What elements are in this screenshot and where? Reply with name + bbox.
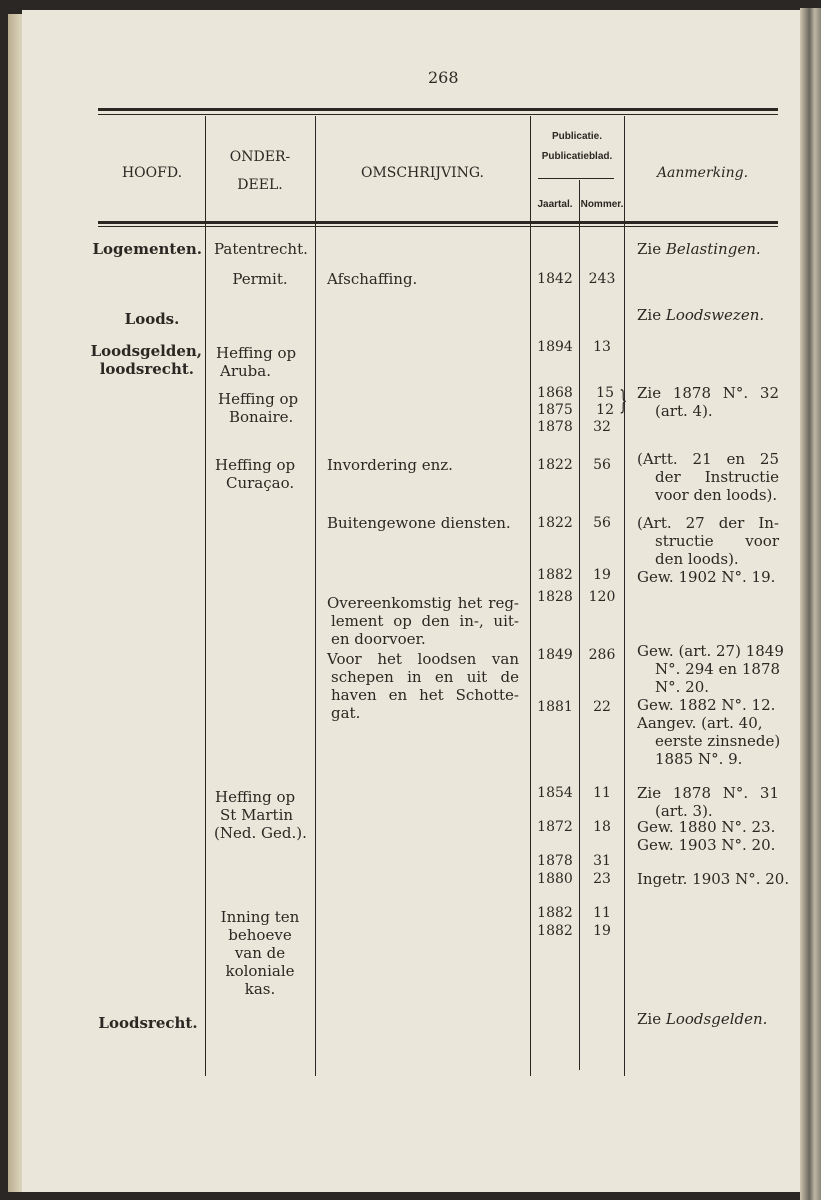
aanmerking-line: (art. 4). [655, 402, 713, 420]
jaartal: 1878 [537, 853, 573, 869]
header-bottom-rule [98, 221, 778, 224]
onderdeel-bonaire-1: Heffing op [218, 390, 299, 408]
omschrijving-afschaffing: Afschaffing. [327, 270, 418, 288]
hoofd-logementen: Logementen. [92, 240, 202, 258]
zie-label: Zie [637, 240, 662, 258]
nommer: 56 [593, 515, 611, 531]
header-nommer: Nommer. [580, 199, 624, 210]
onderdeel-bonaire-2: Bonaire. [229, 408, 294, 426]
cross-reference: Loodsgelden. [665, 1010, 768, 1028]
header-publicatie: Publicatie. [551, 131, 602, 142]
aanmerking-line: Aangev. (art. 40, [637, 714, 763, 732]
onderdeel-inning-4: koloniale [225, 962, 295, 980]
aanmerking-line: Zie 1878 N°. 31 [637, 784, 779, 802]
header-omschrijving: OMSCHRIJVING. [360, 165, 485, 181]
hoofd-loodsgelden-1: Loodsgelden, [90, 342, 202, 360]
aanmerking-line: N°. 294 en 1878 [655, 660, 781, 678]
aanmerking-line: (Art. 27 der In- [637, 514, 779, 532]
nommer: 18 [593, 819, 611, 835]
nommer: 120 [588, 589, 616, 605]
omschrijving-invordering: Invordering enz. [327, 456, 453, 474]
jaartal: 1828 [537, 589, 573, 605]
onderdeel-aruba-1: Heffing op [216, 344, 297, 362]
header-onderdeel-1: ONDER- [229, 149, 291, 165]
hoofd-loodsgelden-2: loodsrecht. [99, 360, 194, 378]
jaartal: 1894 [537, 339, 573, 355]
jaartal: 1881 [537, 699, 573, 715]
onderdeel-stmartin-1: Heffing op [215, 788, 296, 806]
nommer: 19 [593, 567, 611, 583]
onderdeel-permit: Permit. [232, 270, 288, 288]
aanmerking-line: 1885 N°. 9. [655, 750, 743, 768]
jaartal: 1880 [537, 871, 573, 887]
aanmerking-line: Gew. 1880 N°. 23. [637, 818, 776, 836]
aanmerking-line: Gew. 1902 N°. 19. [637, 568, 776, 586]
aanmerking-line: den loods). [655, 550, 739, 568]
col-divider-2 [315, 116, 316, 1076]
jaartal: 1878 [537, 419, 573, 435]
header-publicatieblad: Publicatieblad. [541, 151, 613, 162]
aanmerking-line: Ingetr. 1903 N°. 20. [637, 870, 790, 888]
jaartal: 1868 [537, 385, 573, 401]
nommer: 13 [593, 339, 611, 355]
omschrijving-overeen-1: Overeenkomstig het reg- [327, 594, 519, 612]
nommer: 31 [593, 853, 611, 869]
jaartal: 1882 [537, 905, 573, 921]
onderdeel-inning-3: van de [234, 944, 286, 962]
aanmerking-loodswezen [637, 306, 764, 324]
aanmerking-belastingen [637, 240, 761, 258]
jaartal: 1882 [537, 567, 573, 583]
jaartal: 1822 [537, 457, 573, 473]
aanmerking-line: (Artt. 21 en 25 [637, 450, 779, 468]
nommer: 11 [593, 785, 611, 801]
nommer: 11 [593, 905, 611, 921]
nommer: 22 [593, 699, 611, 715]
top-rule-thin [98, 114, 778, 115]
jaartal: 1842 [537, 271, 573, 287]
aanmerking-line: Gew. 1903 N°. 20. [637, 836, 776, 854]
aanmerking-line: (art. 3). [655, 802, 713, 820]
aanmerking-line: voor den loods). [655, 486, 778, 504]
jaartal: 1875 [537, 402, 573, 418]
aanmerking-loodsgelden [637, 1010, 767, 1028]
nommer: 32 [593, 419, 611, 435]
top-rule [98, 108, 778, 111]
omschrijving-voor-3: haven en het Schotte- [331, 686, 519, 704]
aanmerking-line: Zie 1878 N°. 32 [637, 384, 779, 402]
cross-reference: Belastingen. [665, 240, 761, 258]
jaartal: 1872 [537, 819, 573, 835]
nommer: 243 [588, 271, 616, 287]
onderdeel-inning-1: Inning ten [220, 908, 300, 926]
omschrijving-voor-4: gat. [331, 704, 361, 722]
onderdeel-curacao-2: Curaçao. [226, 474, 295, 492]
publicatie-divider [538, 178, 614, 179]
header-jaartal: Jaartal. [537, 199, 573, 210]
jaartal: 1849 [537, 647, 573, 663]
brace-mark: } [619, 386, 628, 416]
onderdeel-stmartin-3: (Ned. Ged.). [214, 824, 307, 842]
zie-label: Zie [637, 1010, 662, 1028]
onderdeel-inning-5: kas. [244, 980, 276, 998]
hoofd-loodsrecht: Loodsrecht. [98, 1014, 198, 1032]
omschrijving-buitengewone: Buitengewone diensten. [327, 514, 511, 532]
jaartal: 1822 [537, 515, 573, 531]
nommer: 23 [593, 871, 611, 887]
aanmerking-line: eerste zinsnede) [655, 732, 781, 750]
onderdeel-stmartin-2: St Martin [220, 806, 294, 824]
nommer: 56 [593, 457, 611, 473]
jaartal: 1854 [537, 785, 573, 801]
aanmerking-line: Gew. (art. 27) 1849 [637, 642, 784, 660]
omschrijving-overeen-2: lement op den in-, uit- [331, 612, 519, 630]
header-onderdeel-2: DEEL. [237, 177, 283, 193]
cross-reference: Loodswezen. [665, 306, 765, 324]
aanmerking-line: structie voor [655, 532, 779, 550]
hoofd-loods: Loods. [124, 310, 180, 328]
aanmerking-line: der Instructie [655, 468, 779, 486]
omschrijving-voor-1: Voor het loodsen van [327, 650, 519, 668]
col-divider-5 [624, 116, 625, 1076]
nommer: 12 [596, 402, 614, 418]
omschrijving-voor-2: schepen in en uit de [331, 668, 519, 686]
header-hoofd: HOOFD. [121, 165, 183, 181]
zie-label: Zie [637, 306, 662, 324]
jaartal: 1882 [537, 923, 573, 939]
onderdeel-curacao-1: Heffing op [215, 456, 296, 474]
aanmerking-line: N°. 20. [655, 678, 710, 696]
omschrijving-overeen-3: en doorvoer. [331, 630, 426, 648]
onderdeel-inning-2: behoeve [228, 926, 292, 944]
aanmerking-line: Gew. 1882 N°. 12. [637, 696, 776, 714]
header-bottom-rule-thin [98, 226, 778, 227]
nommer: 286 [588, 647, 616, 663]
onderdeel-patentrecht: Patentrecht. [214, 240, 308, 258]
header-aanmerking: Aanmerking. [656, 165, 749, 181]
nommer: 19 [593, 923, 611, 939]
onderdeel-aruba-2: Aruba. [220, 362, 271, 380]
page-number: 268 [428, 68, 459, 87]
page-edge [800, 8, 821, 1200]
nommer: 15 [596, 385, 614, 401]
